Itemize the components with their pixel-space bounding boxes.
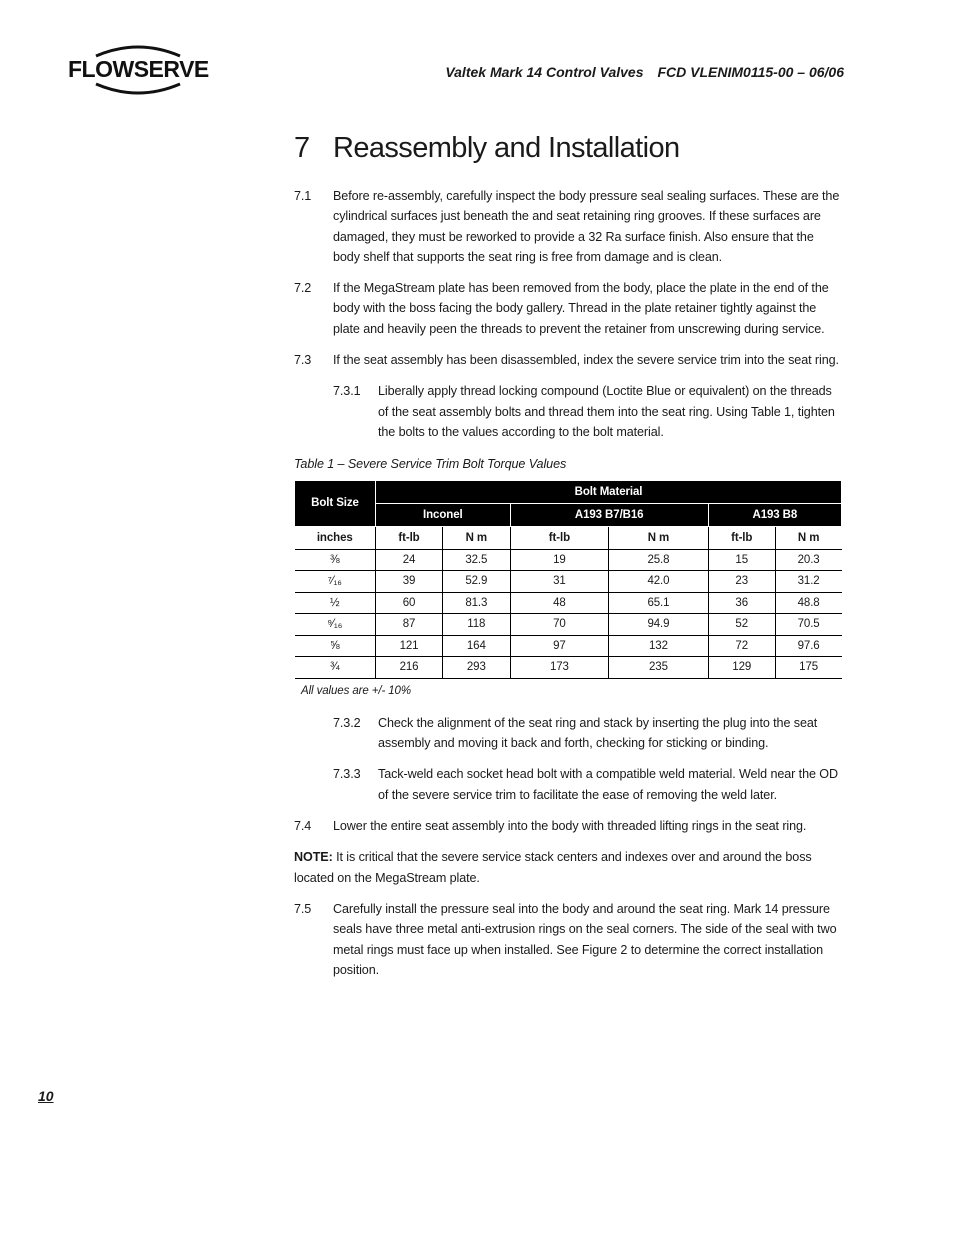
note-label: NOTE: [294,850,333,865]
table-row [295,635,842,657]
table-cell: 48.8 [775,592,841,614]
document-header [445,64,844,80]
material-header-inconel: Inconel [376,503,511,526]
bolt-size-cell: ⅜ [295,549,376,571]
unit-header: N m [775,526,841,549]
table-cell: 94.9 [609,614,709,636]
paragraph-7-3-1 [333,381,842,442]
table-cell: 39 [376,571,443,593]
table-cell: 42.0 [609,571,709,593]
section-heading [294,132,680,165]
paragraph-7-4 [294,816,842,836]
bolt-size-cell: ½ [295,592,376,614]
paragraph-7-3 [294,350,842,370]
table-cell: 70 [510,614,609,636]
unit-header: inches [295,526,376,549]
bolt-size-cell: ¾ [295,657,376,679]
material-header-b8: A193 B8 [708,503,841,526]
paragraph-text: Carefully install the pressure seal into the body and around the seat ring. Mark 14 pressure seals have three metal anti-extrusion rings on the seal corners. The side of the seal with two metal rings must face up when installed. See Figure 2 to determine the correct installation position. [333,901,837,977]
table-cell: 97 [510,635,609,657]
paragraph-text: Check the alignment of the seat ring and stack by inserting the plug into the seat assembly and moving it back and forth, checking for sticking or binding. [378,715,818,751]
table-cell: 235 [609,657,709,679]
table-cell: 173 [510,657,609,679]
bolt-size-cell: ⅝ [295,635,376,657]
page-body [294,186,842,991]
table-row [295,592,842,614]
unit-header: ft-lb [708,526,775,549]
table-cell: 132 [609,635,709,657]
section-number: 7 [294,132,310,164]
paragraph-number: 7.4 [294,819,312,834]
table-cell: 81.3 [443,592,511,614]
table-cell: 23 [708,571,775,593]
table-cell: 216 [376,657,443,679]
table-cell: 48 [510,592,609,614]
paragraph-text: Liberally apply thread locking compound (Loctite Blue or equivalent) on the threads of the seat assembly bolts and thread them into the seat ring. Using Table 1, tighten the bolts to the values according to the bolt material. [378,384,835,439]
table-cell: 65.1 [609,592,709,614]
table-cell: 87 [376,614,443,636]
table-cell: 19 [510,549,609,571]
table-cell: 25.8 [609,549,709,571]
table-cell: 70.5 [775,614,841,636]
paragraph-number: 7.3.1 [333,384,361,399]
unit-header: ft-lb [376,526,443,549]
table-cell: 118 [443,614,511,636]
material-header-b7-b16: A193 B7/B16 [510,503,708,526]
table-cell: 60 [376,592,443,614]
table-cell: 36 [708,592,775,614]
table-footnote: All values are +/- 10% [301,684,411,697]
table-cell: 52.9 [443,571,511,593]
document-code: FCD VLENIM0115-00 – 06/06 [657,64,844,80]
table-cell: 293 [443,657,511,679]
unit-header: ft-lb [510,526,609,549]
table-row [295,549,842,571]
section-title: Reassembly and Installation [333,132,680,164]
flowserve-logo [68,44,208,96]
paragraph-number: 7.3.3 [333,767,361,782]
paragraph-text: Before re-assembly, carefully inspect the body pressure seal sealing surfaces. These are the cylindrical surfaces just beneath the and seat retaining ring grooves. If these surfaces are damaged, they must be reworked to provide a 32 Ra surface finish. Also ensure that the body shelf that supports the seat ring is free from damage and is clean. [333,189,840,264]
table-row [295,657,842,679]
table-cell: 175 [775,657,841,679]
table-cell: 52 [708,614,775,636]
paragraph-7-5 [294,899,842,980]
table-cell: 164 [443,635,511,657]
table-cell: 32.5 [443,549,511,571]
paragraph-number: 7.3 [294,353,312,368]
bolt-material-header: Bolt Material [376,480,842,503]
table-row [295,571,842,593]
torque-table [294,480,842,679]
table-cell: 20.3 [775,549,841,571]
table-cell: 24 [376,549,443,571]
paragraph-number: 7.5 [294,901,312,916]
unit-header: N m [609,526,709,549]
paragraph-number: 7.3.2 [333,715,361,730]
page-number: 10 [38,1088,54,1104]
table-cell: 72 [708,635,775,657]
table-caption: Table 1 – Severe Service Trim Bolt Torque Values [294,457,567,472]
bolt-size-header: Bolt Size [295,480,376,526]
table-cell: 129 [708,657,775,679]
paragraph-7-1 [294,186,842,267]
paragraph-number: 7.2 [294,281,312,296]
paragraph-7-3-2 [333,713,842,754]
bolt-size-cell: ⁹⁄₁₆ [295,614,376,636]
paragraph-text: Tack-weld each socket head bolt with a compatible weld material. Weld near the OD of the severe service trim to facilitate the ease of removing the weld later. [378,767,838,802]
table-cell: 31 [510,571,609,593]
paragraph-number: 7.1 [294,189,312,203]
paragraph-text: Lower the entire seat assembly into the body with threaded lifting rings in the seat ring. [333,819,807,834]
document-title: Valtek Mark 14 Control Valves [445,64,644,80]
note-text: It is critical that the severe service stack centers and indexes over and around the boss located on the MegaStream plate. [294,850,812,885]
bolt-size-cell: ⁷⁄₁₆ [295,571,376,593]
table-cell: 97.6 [775,635,841,657]
units-row [295,526,842,549]
table-cell: 31.2 [775,571,841,593]
paragraph-text: If the seat assembly has been disassembled, index the severe service trim into the seat ring. [333,353,839,368]
logo-text: FLOWSERVE [68,56,209,82]
note-paragraph [294,847,842,888]
table-row [295,614,842,636]
unit-header: N m [443,526,511,549]
paragraph-7-3-3 [333,764,842,805]
table-cell: 121 [376,635,443,657]
paragraph-7-2 [294,278,842,339]
paragraph-text: If the MegaStream plate has been removed from the body, place the plate in the end of the body with the boss facing the body gallery. Thread in the plate retainer tightly against the plate and heavily peen the threads to prevent the retainer from unscrewing during service. [333,281,829,336]
table-cell: 15 [708,549,775,571]
